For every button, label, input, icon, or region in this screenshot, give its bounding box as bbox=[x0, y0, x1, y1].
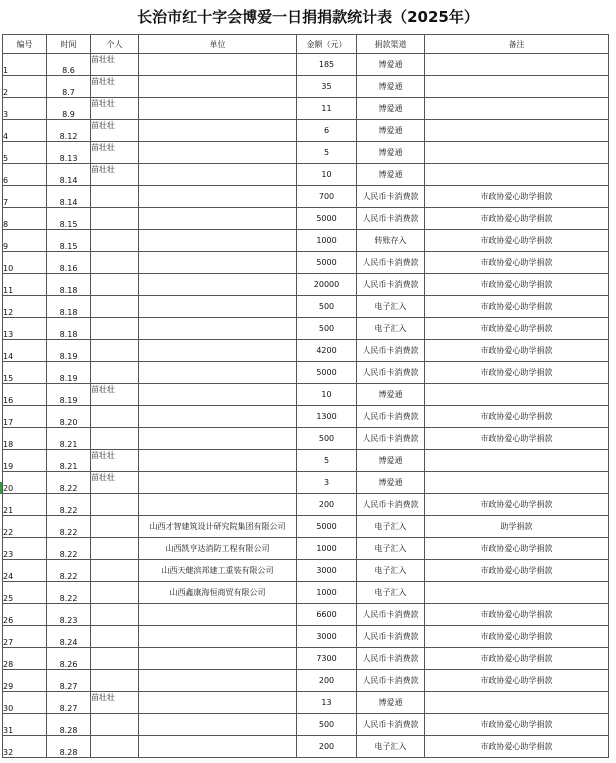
cell-date[interactable]: 8.23 bbox=[47, 604, 91, 626]
cell-number[interactable]: 17 bbox=[3, 406, 47, 428]
cell-channel[interactable]: 电子汇入 bbox=[357, 736, 425, 758]
cell-number[interactable]: 2 bbox=[3, 76, 47, 98]
cell-number[interactable]: 5 bbox=[3, 142, 47, 164]
cell-unit[interactable]: 山西鑫康海恒商贸有限公司 bbox=[139, 582, 297, 604]
cell-amount[interactable]: 10 bbox=[297, 164, 357, 186]
cell-amount[interactable]: 1000 bbox=[297, 538, 357, 560]
cell-amount[interactable]: 200 bbox=[297, 736, 357, 758]
table-row bbox=[3, 208, 609, 230]
cell-amount[interactable]: 5000 bbox=[297, 252, 357, 274]
cell-person[interactable] bbox=[91, 626, 139, 648]
cell-channel[interactable]: 博爱通 bbox=[357, 692, 425, 714]
cell-number[interactable]: 21 bbox=[3, 494, 47, 516]
cell-date[interactable]: 8.18 bbox=[47, 296, 91, 318]
cell-number[interactable]: 27 bbox=[3, 626, 47, 648]
cell-date[interactable]: 8.18 bbox=[47, 274, 91, 296]
cell-channel[interactable]: 人民币卡消费款 bbox=[357, 362, 425, 384]
cell-remark[interactable]: 市政协爱心助学捐款 bbox=[425, 670, 609, 692]
cell-number[interactable]: 22 bbox=[3, 516, 47, 538]
header-cell-person[interactable]: 个人 bbox=[91, 35, 139, 54]
table-row bbox=[3, 362, 609, 384]
cell-person[interactable]: 苗壮壮 bbox=[91, 142, 139, 164]
table-row bbox=[3, 186, 609, 208]
cell-date[interactable]: 8.27 bbox=[47, 692, 91, 714]
cell-remark[interactable]: 市政协爱心助学捐款 bbox=[425, 208, 609, 230]
cell-date[interactable]: 8.22 bbox=[47, 582, 91, 604]
cell-amount[interactable]: 185 bbox=[297, 54, 357, 76]
cell-person[interactable]: 苗壮壮 bbox=[91, 384, 139, 406]
cell-person[interactable]: 苗壮壮 bbox=[91, 120, 139, 142]
cell-date[interactable]: 8.22 bbox=[47, 538, 91, 560]
cell-person[interactable] bbox=[91, 648, 139, 670]
cell-date[interactable]: 8.22 bbox=[47, 516, 91, 538]
cell-remark[interactable]: 市政协爱心助学捐款 bbox=[425, 252, 609, 274]
cell-unit[interactable] bbox=[139, 670, 297, 692]
cell-person[interactable] bbox=[91, 428, 139, 450]
cell-remark[interactable]: 助学捐款 bbox=[425, 516, 609, 538]
cell-remark[interactable]: 市政协爱心助学捐款 bbox=[425, 274, 609, 296]
cell-unit[interactable] bbox=[139, 120, 297, 142]
cell-date[interactable]: 8.16 bbox=[47, 252, 91, 274]
cell-remark[interactable]: 市政协爱心助学捐款 bbox=[425, 648, 609, 670]
table-row bbox=[3, 582, 609, 604]
cell-channel[interactable]: 博爱通 bbox=[357, 98, 425, 120]
cell-amount[interactable]: 13 bbox=[297, 692, 357, 714]
cell-remark[interactable] bbox=[425, 472, 609, 494]
cell-amount[interactable]: 3000 bbox=[297, 560, 357, 582]
cell-remark[interactable] bbox=[425, 582, 609, 604]
table-row bbox=[3, 670, 609, 692]
cell-remark[interactable]: 市政协爱心助学捐款 bbox=[425, 736, 609, 758]
cell-date[interactable]: 8.15 bbox=[47, 208, 91, 230]
cell-channel[interactable]: 电子汇入 bbox=[357, 582, 425, 604]
cell-remark[interactable] bbox=[425, 98, 609, 120]
cell-remark[interactable] bbox=[425, 384, 609, 406]
cell-person[interactable] bbox=[91, 516, 139, 538]
cell-amount[interactable]: 11 bbox=[297, 98, 357, 120]
cell-number[interactable]: 1 bbox=[3, 54, 47, 76]
cell-person[interactable]: 苗壮壮 bbox=[91, 164, 139, 186]
cell-unit[interactable] bbox=[139, 494, 297, 516]
cell-date[interactable]: 8.20 bbox=[47, 406, 91, 428]
table-row bbox=[3, 692, 609, 714]
cell-amount[interactable]: 500 bbox=[297, 714, 357, 736]
cell-date[interactable]: 8.24 bbox=[47, 626, 91, 648]
cell-person[interactable]: 苗壮壮 bbox=[91, 54, 139, 76]
cell-unit[interactable]: 山西才智建筑设计研究院集团有限公司 bbox=[139, 516, 297, 538]
table-row bbox=[3, 340, 609, 362]
cell-unit[interactable] bbox=[139, 428, 297, 450]
cell-remark[interactable]: 市政协爱心助学捐款 bbox=[425, 560, 609, 582]
table-row bbox=[3, 626, 609, 648]
cell-person[interactable] bbox=[91, 362, 139, 384]
cell-channel[interactable]: 电子汇入 bbox=[357, 516, 425, 538]
cell-channel[interactable]: 人民币卡消费款 bbox=[357, 252, 425, 274]
header-cell-channel[interactable]: 捐款渠道 bbox=[357, 35, 425, 54]
cell-unit[interactable] bbox=[139, 98, 297, 120]
cell-amount[interactable]: 6 bbox=[297, 120, 357, 142]
cell-amount[interactable]: 5 bbox=[297, 142, 357, 164]
cell-unit[interactable] bbox=[139, 362, 297, 384]
cell-number[interactable]: 24 bbox=[3, 560, 47, 582]
cell-person[interactable]: 苗壮壮 bbox=[91, 692, 139, 714]
cell-unit[interactable] bbox=[139, 340, 297, 362]
cell-number[interactable]: 26 bbox=[3, 604, 47, 626]
cell-date[interactable]: 8.22 bbox=[47, 494, 91, 516]
cell-person[interactable] bbox=[91, 670, 139, 692]
table-row bbox=[3, 648, 609, 670]
cell-number[interactable]: 12 bbox=[3, 296, 47, 318]
table-row bbox=[3, 560, 609, 582]
table-row bbox=[3, 318, 609, 340]
cell-date[interactable]: 8.19 bbox=[47, 384, 91, 406]
cell-person[interactable] bbox=[91, 494, 139, 516]
cell-channel[interactable]: 博爱通 bbox=[357, 164, 425, 186]
cell-date[interactable]: 8.15 bbox=[47, 230, 91, 252]
cell-person[interactable] bbox=[91, 296, 139, 318]
cell-unit[interactable] bbox=[139, 736, 297, 758]
cell-amount[interactable]: 5000 bbox=[297, 362, 357, 384]
cell-unit[interactable] bbox=[139, 142, 297, 164]
cell-unit[interactable]: 山西天健滨邦建工重装有限公司 bbox=[139, 560, 297, 582]
cell-channel[interactable]: 人民币卡消费款 bbox=[357, 274, 425, 296]
cell-channel[interactable]: 人民币卡消费款 bbox=[357, 604, 425, 626]
table-row bbox=[3, 472, 609, 494]
cell-remark[interactable]: 市政协爱心助学捐款 bbox=[425, 626, 609, 648]
cell-person[interactable] bbox=[91, 318, 139, 340]
cell-number[interactable]: 15 bbox=[3, 362, 47, 384]
cell-channel[interactable]: 人民币卡消费款 bbox=[357, 494, 425, 516]
cell-unit[interactable] bbox=[139, 472, 297, 494]
cell-unit[interactable] bbox=[139, 296, 297, 318]
cell-remark[interactable]: 市政协爱心助学捐款 bbox=[425, 714, 609, 736]
cell-channel[interactable]: 人民币卡消费款 bbox=[357, 714, 425, 736]
cell-channel[interactable]: 博爱通 bbox=[357, 384, 425, 406]
cell-person[interactable] bbox=[91, 736, 139, 758]
cell-unit[interactable] bbox=[139, 648, 297, 670]
table-body bbox=[3, 54, 609, 758]
cell-remark[interactable] bbox=[425, 450, 609, 472]
table-row bbox=[3, 296, 609, 318]
cell-number[interactable]: 30 bbox=[3, 692, 47, 714]
cell-amount[interactable]: 500 bbox=[297, 428, 357, 450]
cell-channel[interactable]: 人民币卡消费款 bbox=[357, 208, 425, 230]
cell-remark[interactable] bbox=[425, 142, 609, 164]
cell-remark[interactable]: 市政协爱心助学捐款 bbox=[425, 494, 609, 516]
cell-number[interactable]: 9 bbox=[3, 230, 47, 252]
cell-amount[interactable]: 3 bbox=[297, 472, 357, 494]
table-row bbox=[3, 604, 609, 626]
cell-remark[interactable]: 市政协爱心助学捐款 bbox=[425, 318, 609, 340]
cell-date[interactable]: 8.28 bbox=[47, 736, 91, 758]
cell-channel[interactable]: 博爱通 bbox=[357, 54, 425, 76]
cell-channel[interactable]: 人民币卡消费款 bbox=[357, 670, 425, 692]
cell-channel[interactable]: 人民币卡消费款 bbox=[357, 406, 425, 428]
cell-remark[interactable]: 市政协爱心助学捐款 bbox=[425, 362, 609, 384]
cell-channel[interactable]: 博爱通 bbox=[357, 142, 425, 164]
cell-date[interactable]: 8.22 bbox=[47, 472, 91, 494]
cell-unit[interactable] bbox=[139, 384, 297, 406]
table-row bbox=[3, 164, 609, 186]
cell-channel[interactable]: 人民币卡消费款 bbox=[357, 428, 425, 450]
cell-number[interactable]: 13 bbox=[3, 318, 47, 340]
table-row bbox=[3, 714, 609, 736]
cell-channel[interactable]: 电子汇入 bbox=[357, 560, 425, 582]
cell-amount[interactable]: 200 bbox=[297, 494, 357, 516]
cell-date[interactable]: 8.21 bbox=[47, 450, 91, 472]
cell-date[interactable]: 8.6 bbox=[47, 54, 91, 76]
table-row bbox=[3, 406, 609, 428]
cell-date[interactable]: 8.22 bbox=[47, 560, 91, 582]
header-cell-no[interactable]: 编号 bbox=[3, 35, 47, 54]
cell-remark[interactable]: 市政协爱心助学捐款 bbox=[425, 186, 609, 208]
cell-date[interactable]: 8.14 bbox=[47, 186, 91, 208]
cell-date[interactable]: 8.7 bbox=[47, 76, 91, 98]
cell-channel[interactable]: 人民币卡消费款 bbox=[357, 340, 425, 362]
cell-unit[interactable] bbox=[139, 318, 297, 340]
cell-number[interactable]: 10 bbox=[3, 252, 47, 274]
cell-remark[interactable]: 市政协爱心助学捐款 bbox=[425, 340, 609, 362]
cell-unit[interactable] bbox=[139, 76, 297, 98]
table-row bbox=[3, 428, 609, 450]
cell-date[interactable]: 8.13 bbox=[47, 142, 91, 164]
cell-number[interactable]: 29 bbox=[3, 670, 47, 692]
cell-unit[interactable] bbox=[139, 626, 297, 648]
cell-channel[interactable]: 人民币卡消费款 bbox=[357, 626, 425, 648]
cell-number[interactable]: 14 bbox=[3, 340, 47, 362]
cell-amount[interactable]: 700 bbox=[297, 186, 357, 208]
cell-date[interactable]: 8.26 bbox=[47, 648, 91, 670]
cell-date[interactable]: 8.28 bbox=[47, 714, 91, 736]
table-row bbox=[3, 384, 609, 406]
table-row bbox=[3, 230, 609, 252]
table-row bbox=[3, 54, 609, 76]
cell-remark[interactable]: 市政协爱心助学捐款 bbox=[425, 406, 609, 428]
cell-amount[interactable]: 1000 bbox=[297, 582, 357, 604]
cell-number[interactable]: 19 bbox=[3, 450, 47, 472]
cell-number[interactable]: 11 bbox=[3, 274, 47, 296]
table-row bbox=[3, 494, 609, 516]
cell-remark[interactable]: 市政协爱心助学捐款 bbox=[425, 230, 609, 252]
cell-amount[interactable]: 500 bbox=[297, 318, 357, 340]
cell-date[interactable]: 8.19 bbox=[47, 340, 91, 362]
cell-remark[interactable] bbox=[425, 76, 609, 98]
cell-person[interactable] bbox=[91, 252, 139, 274]
cell-remark[interactable] bbox=[425, 692, 609, 714]
cell-number[interactable]: 20 bbox=[3, 472, 47, 494]
table-row bbox=[3, 538, 609, 560]
cell-number[interactable]: 18 bbox=[3, 428, 47, 450]
cell-date[interactable]: 8.12 bbox=[47, 120, 91, 142]
cell-person[interactable]: 苗壮壮 bbox=[91, 472, 139, 494]
header-cell-amount[interactable]: 金额（元） bbox=[297, 35, 357, 54]
cell-amount[interactable]: 7300 bbox=[297, 648, 357, 670]
cell-person[interactable] bbox=[91, 406, 139, 428]
cell-amount[interactable]: 1300 bbox=[297, 406, 357, 428]
cell-channel[interactable]: 电子汇入 bbox=[357, 318, 425, 340]
cell-amount[interactable]: 5000 bbox=[297, 208, 357, 230]
table-row bbox=[3, 120, 609, 142]
header-cell-date[interactable]: 时间 bbox=[47, 35, 91, 54]
cell-date[interactable]: 8.14 bbox=[47, 164, 91, 186]
page-title: 长治市红十字会博爱一日捐捐款统计表（2025年） bbox=[137, 8, 479, 26]
cell-number[interactable]: 32 bbox=[3, 736, 47, 758]
cell-amount[interactable]: 5000 bbox=[297, 516, 357, 538]
cell-channel[interactable]: 人民币卡消费款 bbox=[357, 186, 425, 208]
cell-channel[interactable]: 博爱通 bbox=[357, 120, 425, 142]
table-row bbox=[3, 142, 609, 164]
cell-remark[interactable]: 市政协爱心助学捐款 bbox=[425, 604, 609, 626]
cell-person[interactable] bbox=[91, 582, 139, 604]
cell-amount[interactable]: 3000 bbox=[297, 626, 357, 648]
cell-person[interactable]: 苗壮壮 bbox=[91, 76, 139, 98]
cell-channel[interactable]: 博爱通 bbox=[357, 472, 425, 494]
cell-channel[interactable]: 电子汇入 bbox=[357, 296, 425, 318]
cell-channel[interactable]: 转账存入 bbox=[357, 230, 425, 252]
cell-unit[interactable] bbox=[139, 54, 297, 76]
cell-unit[interactable] bbox=[139, 230, 297, 252]
header-row bbox=[3, 35, 609, 54]
cell-person[interactable] bbox=[91, 274, 139, 296]
cell-amount[interactable]: 6600 bbox=[297, 604, 357, 626]
cell-remark[interactable] bbox=[425, 120, 609, 142]
cell-date[interactable]: 8.21 bbox=[47, 428, 91, 450]
cell-person[interactable]: 苗壮壮 bbox=[91, 450, 139, 472]
cell-number[interactable]: 28 bbox=[3, 648, 47, 670]
cell-remark[interactable] bbox=[425, 54, 609, 76]
cell-unit[interactable] bbox=[139, 406, 297, 428]
cell-amount[interactable]: 1000 bbox=[297, 230, 357, 252]
cell-channel[interactable]: 电子汇入 bbox=[357, 538, 425, 560]
cell-channel[interactable]: 博爱通 bbox=[357, 76, 425, 98]
cell-unit[interactable] bbox=[139, 714, 297, 736]
header-cell-unit[interactable]: 单位 bbox=[139, 35, 297, 54]
cell-amount[interactable]: 500 bbox=[297, 296, 357, 318]
cell-number[interactable]: 6 bbox=[3, 164, 47, 186]
table-row bbox=[3, 736, 609, 758]
cell-remark[interactable]: 市政协爱心助学捐款 bbox=[425, 538, 609, 560]
table-row bbox=[3, 76, 609, 98]
cell-unit[interactable] bbox=[139, 186, 297, 208]
header-cell-remark[interactable]: 备注 bbox=[425, 35, 609, 54]
table-row bbox=[3, 274, 609, 296]
cell-person[interactable] bbox=[91, 208, 139, 230]
cell-person[interactable] bbox=[91, 714, 139, 736]
cell-number[interactable]: 4 bbox=[3, 120, 47, 142]
cell-person[interactable] bbox=[91, 538, 139, 560]
cell-number[interactable]: 25 bbox=[3, 582, 47, 604]
cell-number[interactable]: 7 bbox=[3, 186, 47, 208]
cell-amount[interactable]: 4200 bbox=[297, 340, 357, 362]
cell-number[interactable]: 23 bbox=[3, 538, 47, 560]
cell-person[interactable] bbox=[91, 230, 139, 252]
cell-amount[interactable]: 35 bbox=[297, 76, 357, 98]
cell-amount[interactable]: 200 bbox=[297, 670, 357, 692]
cell-date[interactable]: 8.27 bbox=[47, 670, 91, 692]
cell-unit[interactable] bbox=[139, 208, 297, 230]
cell-number[interactable]: 8 bbox=[3, 208, 47, 230]
donation-table bbox=[2, 34, 609, 758]
cell-unit[interactable] bbox=[139, 164, 297, 186]
cell-date[interactable]: 8.9 bbox=[47, 98, 91, 120]
cell-number[interactable]: 16 bbox=[3, 384, 47, 406]
cell-person[interactable] bbox=[91, 560, 139, 582]
table-row bbox=[3, 516, 609, 538]
cell-unit[interactable] bbox=[139, 692, 297, 714]
cell-person[interactable] bbox=[91, 340, 139, 362]
cell-channel[interactable]: 人民币卡消费款 bbox=[357, 648, 425, 670]
table-row bbox=[3, 252, 609, 274]
cell-unit[interactable] bbox=[139, 274, 297, 296]
cell-remark[interactable] bbox=[425, 164, 609, 186]
cell-unit[interactable] bbox=[139, 604, 297, 626]
cell-number[interactable]: 31 bbox=[3, 714, 47, 736]
cell-person[interactable]: 苗壮壮 bbox=[91, 98, 139, 120]
cell-person[interactable] bbox=[91, 604, 139, 626]
table-row bbox=[3, 98, 609, 120]
cell-amount[interactable]: 20000 bbox=[297, 274, 357, 296]
cell-unit[interactable] bbox=[139, 252, 297, 274]
cell-remark[interactable]: 市政协爱心助学捐款 bbox=[425, 296, 609, 318]
cell-remark[interactable]: 市政协爱心助学捐款 bbox=[425, 428, 609, 450]
cell-channel[interactable]: 博爱通 bbox=[357, 450, 425, 472]
cell-number[interactable]: 3 bbox=[3, 98, 47, 120]
table-row bbox=[3, 450, 609, 472]
cell-date[interactable]: 8.19 bbox=[47, 362, 91, 384]
cell-amount[interactable]: 5 bbox=[297, 450, 357, 472]
cell-date[interactable]: 8.18 bbox=[47, 318, 91, 340]
cell-unit[interactable] bbox=[139, 450, 297, 472]
cell-unit[interactable]: 山西凯亨达消防工程有限公司 bbox=[139, 538, 297, 560]
cell-person[interactable] bbox=[91, 186, 139, 208]
cell-amount[interactable]: 10 bbox=[297, 384, 357, 406]
